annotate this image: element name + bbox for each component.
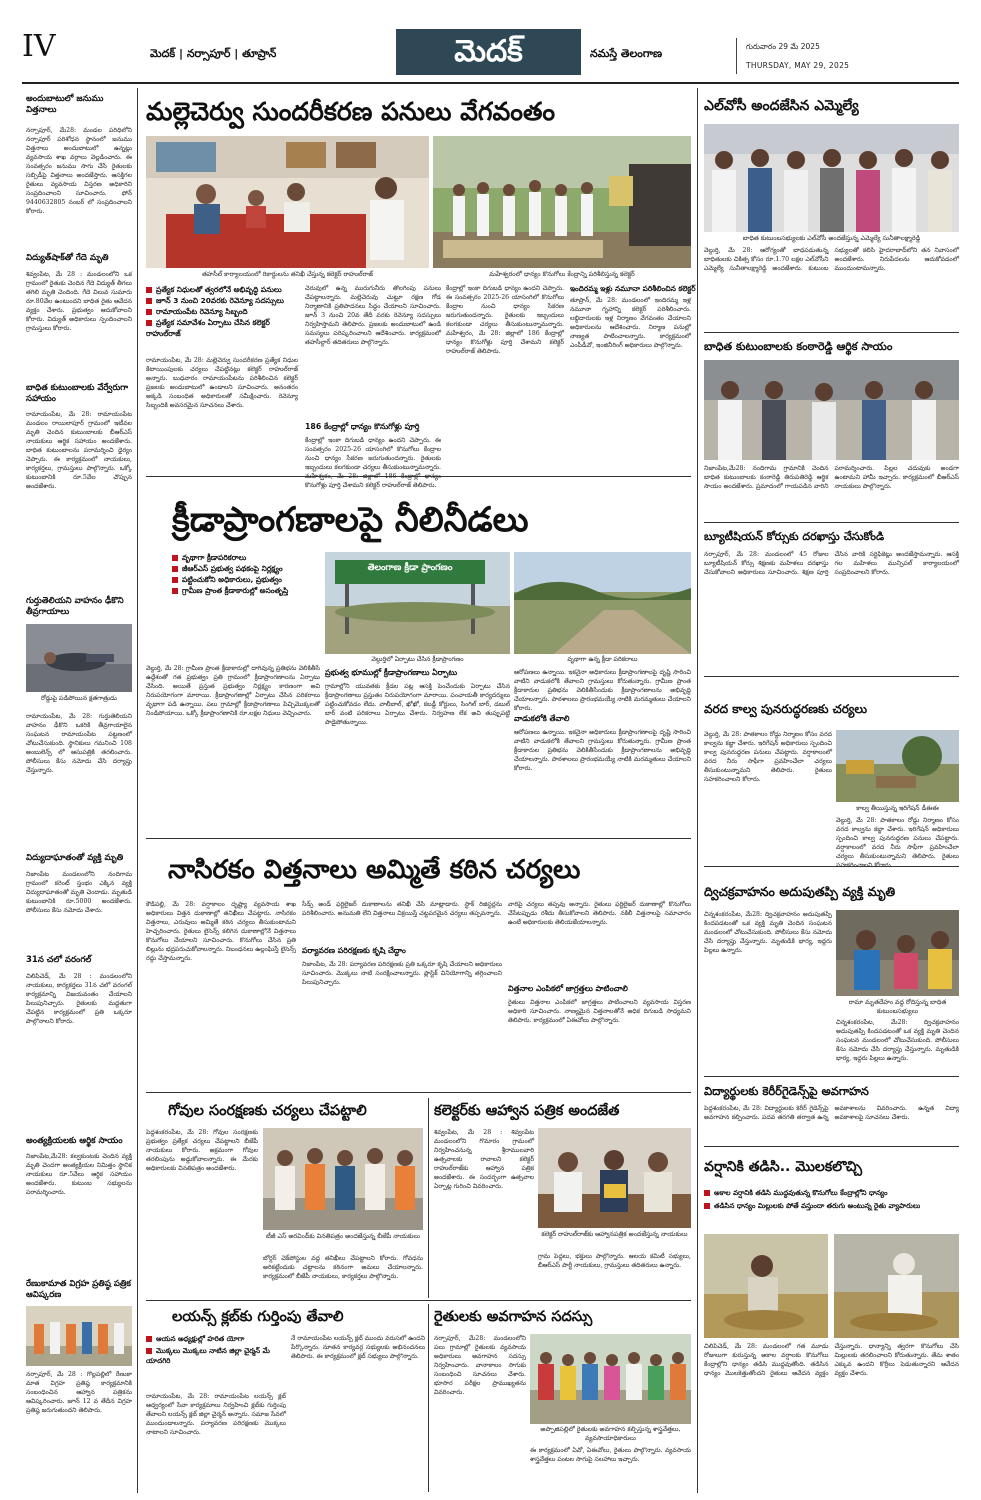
story2-bottom-rule: [146, 838, 691, 839]
right-r3-headline: బ్యూటీషియన్ కోర్సుకు దరఖాస్తు చేసుకోండి: [704, 530, 885, 543]
story4-caption: టీజీ ఎస్ అరవింద్‌కు వినతిపత్రం అందజేస్తున్న బీజేపీ నాయకులు: [266, 1233, 420, 1240]
right-r5-photo: [836, 910, 959, 996]
story3-col2: సీడ్స్ అండ్ ఫర్టిలైజర్ దుకాణాలను తనిఖీ చేసి మాట్లాడారు. స్టాక్ రిజిస్టర్లను పరిశీలించారు. అనుమతి లేని విత్తనాలు విక్రయిస్తే చట్టపరమైన చర్యలు తప్పవన్నారు.: [302, 901, 502, 917]
story3-col4: వారిపై చర్యలు తప్పవు అన్నారు. రైతులు ఫర్టిలైజర్ దుకాణాల్లో కొనుగోలు చేసేటప్పుడు రశీదు తీసుకోవాలని తెలిపారు. నకిలీ విత్తనాలపై సమాచారం ఉంటే అధికారులకు తెలియజేయాలన్నారు.: [508, 901, 691, 926]
story5-p2: గ్రామ పెద్దలు, భక్తులు పాల్గొన్నారు. ఆలయ కమిటీ సభ్యులు, బీఆర్‌ఎస్ పార్టీ నాయకులు, గ్రామస్తులు తదితరులు ఉన్నారు.: [538, 1253, 691, 1269]
right-r7-photo-2: [834, 1234, 959, 1338]
story2-caption1: వెల్దుర్తిలో ఏర్పాటు చేసిన క్రీడాప్రాంగణం: [371, 656, 464, 663]
story7-photo: [530, 1334, 691, 1424]
story6-bullet-2: మొక్కలు మొక్కలు నాటిన జిల్లా చైర్మన్ మే యాదగిరి: [146, 1347, 270, 1365]
left-p8: నర్సాపూర్, మే 28 : గొల్లపల్లిలో రేణుకా మాత విగ్రహ ప్రతిష్ఠ కార్యక్రమానికి సంబంధించిన ఆహ్వాన పత్రికను ఆవిష్కరించారు. జూన్ 12 వ తేదీన విగ్రహ ప్రతిష్ఠ జరుగుతుందని తెలిపారు.: [26, 1371, 132, 1414]
right-r7-headline: వర్షానికి తడిసి.. మొలకలొచ్చి: [704, 1159, 863, 1175]
right-r1-text: వెల్దుర్తి, మే 28: ఆరోగ్యంతో బాధపడుతున్న బాధితులకు చికిత్స కోసం రూ.1.70 లక్షల ఎల్‌వోసీని ఎమ్మెల్యే సునీతాలక్ష్మారెడ్డి అందజేశారు. కుటుంబ సభ్యులతో కలిసి హైదరాబాద్‌లోని తన నివాసంలో అందజేశారు. నిరుపేదలను ఆదుకోవడంలో ముందుంటామన్నారు.: [704, 247, 959, 272]
story1-bottom-rule: [146, 476, 691, 477]
left-h7: అంత్యక్రియలకు ఆర్థిక సాయం: [26, 1136, 123, 1146]
right-rule-5: [704, 1076, 959, 1077]
paper-name: నమస్తే తెలంగాణ: [590, 47, 663, 60]
left-h3: బాధిత కుటుంబాలకు వేర్వేరుగా సహాయం: [26, 383, 129, 404]
story6-p2: నే రామాయంపేట లయన్స్ క్లబ్ ముందు వరుసలో ఉందని పేర్కొన్నారు. నూతన కార్యవర్గ సభ్యులకు అభినందనలు తెలిపారు. ఈ కార్యక్రమంలో క్లబ్ సభ్యులు పాల్గొన్నారు.: [291, 1335, 425, 1360]
right-rule-1: [704, 332, 959, 333]
right-r7-bullet-2: తడిసిన ధాన్యం మిల్లులకు పోతే వస్తుందా తరుగు అంటున్న రైతు వ్యాపారులు: [704, 1201, 959, 1211]
left-h2: విద్యుత్‌షాక్‌తో గేదె మృతి: [26, 253, 109, 263]
right-r5-text2: చిన్నశంకరంపేట, మే28: ద్విచక్రవాహనం అదుపుతప్పి కిందపడటంతో ఒక వ్యక్తి మృతి చెందిన సంఘటన మండలంలో చోటుచేసుకుంది. పోలీసులు కేసు నమోదు చేసి దర్యాప్తు చేస్తున్నారు. మృతుడికి భార్య, ఇద్దరు పిల్లలు ఉన్నారు.: [836, 1019, 959, 1062]
story6-bullet-1: ఆయన అధ్యక్షుల్లో హరిత యోగా: [146, 1334, 286, 1344]
right-r6-headline: విద్యార్థులకు కెరీర్‌గైడెన్స్‌పై అవగాహన: [704, 1084, 869, 1098]
story4-p2: బోర్డర్ చెక్‌పోస్టుల వద్ద తనిఖీలు చేపట్టాలని కోరారు. గోవధను అరికట్టేందుకు చట్టాలను కఠినంగా అమలు చేయాలన్నారు. కార్యక్రమంలో బీజేపీ నాయకులు, కార్యకర్తలు పాల్గొన్నారు.: [263, 1255, 423, 1280]
right-r5-text: చిన్నశంకరంపేట, మే28: ద్విచక్రవాహనం అదుపుతప్పి కిందపడటంతో ఒక వ్యక్తి మృతి చెందిన సంఘటన మండలంలో చోటుచేసుకుంది. పోలీసులు కేసు నమోదు చేసి దర్యాప్తు చేస్తున్నారు. మృతుడికి భార్య, ఇద్దరు పిల్లలు ఉన్నారు.: [704, 911, 832, 954]
left-p2: శివ్వంపేట, మే 28 : మండలంలోని ఒక గ్రామంలో రైతుకు చెందిన గేదె విద్యుత్ తీగలు తగిలి మృతి చెందింది. గేదె విలువ సుమారు రూ.80వేల ఉంటుందని బాధిత రైతు ఆవేదన వ్యక్తం చేశారు. ప్రభుత్వం ఆదుకోవాలని కోరారు. విద్యుత్ అధికారులు స్పందించాలని గ్రామస్తులు కోరారు.: [26, 271, 132, 332]
story1-caption2: మహేశ్వరంలో ధాన్యం కొనుగోలు కేంద్రాన్ని పరిశీలిస్తున్న కలెక్టర్: [489, 271, 635, 278]
right-r1-headline: ఎల్‌వోసీ అందజేసిన ఎమ్మెల్యే: [704, 98, 859, 114]
left-p3: రామాయంపేట, మే 28: రామాయంపేట మండలం రాయిలాపూర్ గ్రామంలో ఇటీవల మృతి చెందిన కుటుంబాలకు బీఆర్‌ఎస్ నాయకులు ఆర్థిక సహాయం అందజేశారు. బాధిత కుటుంబాలను పరామర్శించి ధైర్యం చెప్పారు. ఈ కార్యక్రమంలో నాయకులు, కార్యకర్తలు, గ్రామస్తులు పాల్గొన్నారు. ఒక్కో కుటుంబానికి రూ.5వేల చొప్పున అందజేశారు.: [26, 411, 132, 490]
story3-col3: నిజాంపేట, మే 28: పర్యావరణ పరిరక్షణకు ప్రతి ఒక్కరూ కృషి చేయాలని అధికారులు సూచించారు. మొక్కలు నాటి సంరక్షించాలన్నారు. ప్లాస్టిక్ వినియోగాన్ని తగ్గించాలని పిలుపునిచ్చారు.: [302, 961, 502, 986]
left-p5: నిజాంపేట మండలంలోని నందిగామ గ్రామంలో కరెంట్ స్తంభం ఎక్కిన వ్యక్తి విద్యుదాఘాతంతో మృతి చెందాడు. మృతుడి కుటుంబానికి రూ.5000 అందజేశారు. పోలీసులు కేసు నమోదు చేశారు.: [26, 871, 132, 914]
right-r7-bullet-box: [704, 1188, 959, 1211]
story2-col3b: ఆరోపణలు ఉన్నాయి. ఇకనైనా అధికారులు క్రీడాప్రాంగణాలపై దృష్టి సారించి వాటిని వాడుకలోకి తేవాలని గ్రామస్తులు కోరుతున్నారు. గ్రామీణ ప్రాంత క్రీడాకారుల ప్రతిభను వెలికితీసేందుకు క్రీడాప్రాంగణాలను అభివృద్ధి చేయాలన్నారు. పాఠశాలలు ప్రారంభమయ్యే నాటికి మరమ్మతులు చేయాలని కోరారు.: [514, 729, 691, 772]
story1-bullet-3: రామాయంపేట రెవెన్యూ సిబ్బంది: [146, 306, 298, 317]
story3-col5: రైతులు విత్తనాల ఎంపికలో జాగ్రత్తలు పాటించాలని వ్యవసాయ విస్తరణ అధికారి సూచించారు. నాణ్యమైన విత్తనాలతోనే అధిక దిగుబడి సాధ్యమని తెలిపారు. కార్యక్రమంలో ఏఈవోలు పాల్గొన్నారు.: [508, 999, 691, 1024]
story45-bottom-rule: [146, 1300, 691, 1301]
right-r4-photo: [836, 730, 959, 802]
story5-caption: కలెక్టర్ రాహుల్‌రాజ్‌కు ఆహ్వానపత్రిక అందజేస్తున్న నాయకులు: [541, 1231, 688, 1238]
story2-bullet-box: [172, 552, 322, 596]
story1-headline: మల్లెచెర్వు సుందరీకరణ పనులు వేగవంతం: [146, 97, 556, 126]
right-r7-text: చిలిపిచెడ్, మే 28: మండలంలో గత మూడు రోజులుగా కురుస్తున్న అకాల వర్షాలకు కొనుగోలు కేంద్రాల్లోని ధాన్యం తడిసి ముద్దవుతోంది. తడిసిన ధాన్యం మొలకెత్తుతోందని రైతులు ఆవేదన వ్యక్తం చేస్తున్నారు. ధాన్యాన్ని త్వరగా కొనుగోలు చేసి మిల్లులకు తరలించాలని కోరుతున్నారు. తేమ శాతం ఎక్కువ ఉందని కొర్రీలు పెడుతున్నారని ఆవేదన వ్యక్తం చేశారు.: [704, 1343, 959, 1377]
story2-sub: వాడుకలోకి తేవాలి: [514, 714, 570, 723]
story67-divider: [428, 1304, 429, 1492]
left-h1: అందుబాటులో జనుము విత్తనాలు: [26, 94, 104, 115]
story3-col1: కౌడిపల్లి, మే 28: వర్షాకాలం దృష్ట్యా వ్యవసాయ శాఖ అధికారులు విత్తన దుకాణాల్లో తనిఖీలు చేపట్టారు. నాసిరకం విత్తనాలు, ఎరువులు అమ్మితే కఠిన చర్యలు తీసుకుంటామని హెచ్చరించారు. రైతులు లైసెన్స్ కలిగిన దుకాణాల్లోనే విత్తనాలు కొనుగోలు చేయాలని సూచించారు. కొనుగోలు చేసిన ప్రతి బిల్లును భద్రపరుచుకోవాలన్నారు. నిబంధనలు ఉల్లంఘిస్తే లైసెన్స్ రద్దు చేస్తామన్నారు.: [146, 901, 296, 962]
header-divider: [736, 38, 737, 74]
left-h4: గుర్తుతెలియని వాహనం ఢీకొని తీవ్రగాయాలు: [26, 596, 124, 617]
right-rule-6: [704, 1146, 959, 1147]
right-r3-text: నర్సాపూర్, మే 28: మండలంలో 45 రోజుల బ్యూటీషియన్ కోర్సు శిక్షణకు మహిళలు దరఖాస్తు చేసుకోవాలని అధికారులు సూచించారు. శిక్షణ పూర్తి చేసిన వారికి సర్టిఫికెట్లు అందజేస్తామన్నారు. ఆసక్తి గల మహిళలు మున్సిపల్ కార్యాలయంలో సంప్రదించాలని కోరారు.: [704, 551, 959, 576]
story2-photo-field: [514, 552, 691, 654]
right-r4-text: వెల్దుర్తి, మే 28: పాతకాలం రోడ్డు నిర్మాణం కోసం వరద కాల్వను కబ్జా చేశారు. ఇరిగేషన్ అధికారులు స్పందించి కాల్వ పునరుద్ధరణ పనులు చేపట్టారు. వర్షాకాలంలో వరద నీరు సాఫీగా ప్రవహించేలా చర్యలు తీసుకుంటున్నామని తెలిపారు. రైతులు సహకరించాలని కోరారు.: [704, 731, 832, 783]
story1-sub2: ఇందిరమ్మ ఇళ్లు నమూనా పరిశీలించిన కలెక్టర్: [570, 284, 696, 293]
story7-headline: రైతులకు అవగాహన సదస్సు: [434, 1309, 593, 1325]
story2-col1: వెల్దుర్తి, మే 28: గ్రామీణ ప్రాంత క్రీడాకారుల్లో దాగివున్న ప్రతిభను వెలికితీసే ఉద్దేశంతో గత ప్రభుత్వం ప్రతి గ్రామంలో క్రీడాప్రాంగణాలను ఏర్పాటు చేసింది. అయితే ప్రస్తుత ప్రభుత్వం నిర్లక్ష్యం కారణంగా అవి నిరుపయోగంగా మారాయి. క్రీడాప్రాంగణాల్లో ఏర్పాటు చేసిన పరికరాలు వృథాగా పడి ఉన్నాయి. పలు గ్రామాల్లో క్రీడాప్రాంగణాలు పిచ్చిమొక్కలతో నిండిపోయాయి. ఒక్కో క్రీడాప్రాంగణానికి రూ.లక్షల నిధులు వెచ్చించారు.: [146, 665, 320, 717]
story6-p1: రామాయంపేట, మే 28: రామాయంపేట లయన్స్ క్లబ్ ఆధ్వర్యంలో సేవా కార్యక్రమాలు నిర్వహించి క్లబ్‌కు గుర్తింపు తేవాలని లయన్స్ క్లబ్ జిల్లా చైర్మన్ అన్నారు. సమాజ సేవలో ముందుండాలన్నారు. పర్యావరణ పరిరక్షణకు మొక్కలు నాటాలని సూచించారు.: [146, 1393, 286, 1436]
left-h5: విద్యుదాఘాతంతో వ్యక్తి మృతి: [26, 853, 124, 863]
story1-bullet-box: [146, 284, 298, 354]
right-r1-caption: బాధిత కుటుంబసభ్యులకు ఎల్‌వోసీ అందజేస్తున్న ఎమ్మెల్యే సునీతాలక్ష్మారెడ్డి: [742, 235, 921, 242]
right-r6-text: పెద్దశంకరంపేట, మే 28: విద్యార్థులకు కెరీర్ గైడెన్స్‌పై అవగాహన కల్పించారు. పదవ తరగతి తర్వాత ఉన్న అవకాశాలను వివరించారు. ఉన్నత విద్యా అవకాశాలపై సూచనలు చేశారు.: [704, 1105, 959, 1121]
story5-p1: శివ్వంపేట, మే 28 : శివ్వంపేట మండలంలోని గొమారం గ్రామంలో నిర్వహించనున్న శ్రీరాములవారి ఉత్సవాలకు రావాలని కలెక్టర్ రాహుల్‌రాజ్‌కు ఆహ్వాన పత్రిక అందజేశారు. ఈ సందర్భంగా ఉత్సవాల ఏర్పాట్ల గురించి వివరించారు.: [434, 1129, 534, 1190]
right-r4-caption: కాల్వ తీయిస్తున్న ఇరిగేషన్ డీఈఈ: [856, 805, 939, 812]
story2-sign-text: తెలంగాణ క్రీడా ప్రాంగణం: [367, 563, 453, 573]
column-rule-left: [137, 88, 138, 1493]
right-r2-photo: [704, 360, 959, 460]
story1-col4: తూప్రాన్, మే 28: మండలంలో ఇందిరమ్మ ఇళ్ల నమూనా గృహాన్ని కలెక్టర్ పరిశీలించారు. లబ్ధిదారులకు ఇళ్ల నిర్మాణం వేగవంతం చేయాలని అధికారులను ఆదేశించారు. నిర్మాణ పనుల్లో నాణ్యత పాటించాలన్నారు. కార్యక్రమంలో ఎంపీడీవో, ఇంజినీరింగ్ అధికారులు పాల్గొన్నారు.: [570, 297, 691, 349]
story1-bullet-1: ప్రత్యేక నిధులతో త్వరలోనే అభివృద్ధి పనులు: [146, 284, 298, 295]
right-r1-photo: [704, 124, 959, 232]
story-divider-vertical: [428, 1098, 429, 1298]
story6-bullet-box: [146, 1334, 286, 1366]
story4-photo: [263, 1128, 423, 1230]
header-rule: [22, 82, 959, 84]
right-rule-3: [704, 676, 959, 677]
story1-photo-office: [146, 136, 429, 268]
story2-col3a: ఆరోపణలు ఉన్నాయి. ఇకనైనా అధికారులు క్రీడాప్రాంగణాలపై దృష్టి సారించి వాటిని వాడుకలోకి తేవాలని గ్రామస్తులు కోరుతున్నారు. గ్రామీణ ప్రాంత క్రీడాకారుల ప్రతిభను వెలికితీసేందుకు క్రీడాప్రాంగణాలను అభివృద్ధి చేయాలన్నారు. పాఠశాలలు ప్రారంభమయ్యే నాటికి మరమ్మతులు చేయాలని కోరారు.: [514, 669, 691, 712]
story1-col1: రామాయంపేట, మే 28: మల్లెచెర్వు సుందరీకరణ ప్రత్యేక నిధుల కేటాయింపులకు చర్యలు చేపట్టినట్లు కలెక్టర్ రాహుల్‌రాజ్ అన్నారు. బుధవారం రామాయంపేటను పరిశీలించిన కలెక్టర్ ప్రజలకు అందుబాటులో ఉండాలని సూచించారు. అనంతరం అక్కడి సంబంధిత అధికారులతో సమీక్షించారు. రెవెన్యూ సిబ్బందికి అవసరమైన సూచనలు చేశారు.: [146, 357, 298, 409]
story5-headline: కలెక్టర్‌కు ఆహ్వాన పత్రిక అందజేత: [434, 1103, 620, 1119]
story1-col2: చెరువులో ఉన్న మురుగునీరు తొలగింపు పనులు చేపట్టాలన్నారు. మల్లెచెరువు చుట్టూ రక్షణ గోడ నిర్మాణానికి ప్రతిపాదనలు సిద్ధం చేయాలని సూచించారు. జూన్ 3 నుంచి 20వ తేదీ వరకు రెవెన్యూ సదస్సులు నిర్వహిస్తామని తెలిపారు. ప్రజలకు అందుబాటులో ఉండి సమస్యలు పరిష్కరించాలని ఆదేశించారు. కార్యక్రమంలో తహసీల్దార్ తదితరులు పాల్గొన్నారు.: [305, 285, 441, 346]
right-r2-headline: బాధిత కుటుంబాలకు కంఠారెడ్డి ఆర్థిక సాయం: [704, 340, 893, 353]
story1-caption1: తహసీల్ కార్యాలయంలో రికార్డులను తనిఖీ చేస్తున్న కలెక్టర్ రాహుల్‌రాజ్: [202, 271, 373, 278]
right-r7-bullet-1: అకాల వర్షానికి తడిసి ముద్దవుతున్న కొనుగోలు కేంద్రాల్లోని ధాన్యం: [704, 1188, 959, 1198]
right-r2-text: నిజాంపేట,మే28: నందిగామ గ్రామానికి చెందిన బాధిత కుటుంబాలకు కంఠారెడ్డి తిరుపతిరెడ్డి ఆర్థిక సాయం అందజేశారు. ప్రమాదంలో గాయపడిన వారిని పరామర్శించారు. పిల్లల చదువుకు అండగా ఉంటామని హామీ ఇచ్చారు. కార్యక్రమంలో బీఆర్‌ఎస్ నాయకులు పాల్గొన్నారు.: [704, 465, 959, 490]
story3-bottom-rule: [146, 1092, 691, 1093]
column-rule-right: [697, 88, 698, 1493]
right-r5-headline: ద్విచక్రవాహనం అదుపుతప్పి వ్యక్తి మృతి: [704, 884, 896, 899]
story7-p2: ఈ కార్యక్రమంలో ఏవో, ఏఈవోలు, రైతులు పాల్గొన్నారు. వ్యవసాయ శాస్త్రవేత్తలు పంటల సాగుపై సలహాలు ఇచ్చారు.: [530, 1447, 691, 1463]
story5-photo: [538, 1128, 691, 1228]
left-p6: చిలిపిచెడ్, మే 28 : మండలంలోని నాయకులు, కార్యకర్తలు 31న చలో వరంగల్ కార్యక్రమాన్ని విజయవంతం చేయాలని పిలుపునిచ్చారు. రైతులకు మద్దతుగా చేపట్టిన కార్యక్రమంలో ప్రతి ఒక్కరూ పాల్గొనాలని కోరారు.: [26, 973, 132, 1025]
left-h8: రేణుకామాత విగ్రహ ప్రతిష్ఠ పత్రిక ఆవిష్కరణ: [26, 1279, 131, 1300]
story2-col2: గ్రామాల్లోని యువతకు క్రీడల పట్ల ఆసక్తి పెంచేందుకు ఏర్పాటు చేసిన క్రీడాప్రాంగణాలు ప్రస్తుతం నిరుపయోగంగా మారాయి. పంచాయతీ కార్యదర్శులు పట్టించుకోవడం లేదు. వాలీబాల్, ఖోఖో, కబడ్డీ కోర్టులు, సింగిల్ బార్, డబుల్ బార్ వంటి పరికరాలు ఏర్పాటు చేశారు. నిర్వహణ లేక అవి తుప్పుపట్టి పాడైపోతున్నాయి.: [325, 683, 510, 726]
right-r4-text2: వెల్దుర్తి, మే 28: పాతకాలం రోడ్డు నిర్మాణం కోసం వరద కాల్వను కబ్జా చేశారు. ఇరిగేషన్ అధికారులు స్పందించి కాల్వ పునరుద్ధరణ పనులు చేపట్టారు. వర్షాకాలంలో వరద నీరు సాఫీగా ప్రవహించేలా చర్యలు తీసుకుంటున్నామని తెలిపారు. రైతులు: [836, 817, 959, 860]
right-r4-headline: వరద కాల్వ పునరుద్ధరణకు చర్యలు: [704, 702, 868, 716]
story2-bullet-2: జీఆర్‌ఎస్ ప్రభుత్వ పథకంపై నిర్లక్ష్యం: [172, 563, 322, 574]
left-p7: నిజాంపేట,మే28: కల్వకుంటకు చెందిన వ్యక్తి మృతి చెందగా అంత్యక్రియల నిమిత్తం స్థానిక నాయకులు రూ.5వేలు ఆర్థిక సహాయం అందజేశారు. కుటుంబ సభ్యులను పరామర్శించారు.: [26, 1153, 132, 1196]
story6-headline: లయన్స్ క్లబ్‌కు గుర్తింపు తేవాలి: [172, 1309, 344, 1325]
story7-p1: నర్సాపూర్, మే28: మండలంలోని పలు గ్రామాల్లో రైతులకు వ్యవసాయ అధికారులు అవగాహన సదస్సు నిర్వహించారు. వానాకాలం సాగుకు సంబంధించి సూచనలు చేశారు. భూసార పరీక్షల ప్రాముఖ్యతను వివరించారు.: [434, 1335, 526, 1396]
right-rule-2: [704, 522, 959, 523]
accident-caption: రోడ్డుపై పడిపోయిన క్షతగాత్రుడు: [41, 695, 117, 702]
story4-headline: గోవుల సంరక్షణకు చర్యలు చేపట్టాలి: [168, 1103, 367, 1119]
story1-bullet-2: జూన్ 3 నుంచి 20వరకు రెవెన్యూ సదస్సులు: [146, 295, 298, 306]
left-p1: నర్సాపూర్, మే28: మండల పరిధిలోని నర్సాపూర్ పరిశోధన స్థానంలో జనుము విత్తనాలు అందుబాటులో ఉన్నట్లు వ్యవసాయ శాఖ వర్గాలు వెల్లడించారు. ఈ సంవత్సరం జనుము సాగు చేసే రైతులకు సబ్సిడీపై విత్తనాలు అందజేస్తారు. ఆసక్తిగల రైతులు వ్యవసాయ విస్తరణ అధికారిని సంప్రదించాలని సూచించారు. ఫోన్ 9440632805 నంబర్ లో సంప్రదించాలని కోరారు.: [26, 127, 132, 215]
right-r7-photo-1: [704, 1234, 828, 1338]
story3-sub2: విత్తనాల ఎంపికలో జాగ్రత్తలు పాటించాలి: [508, 984, 628, 993]
story1-photo-grain: [433, 136, 691, 268]
story2-bullet-1: వృథాగా క్రీడాపరికరాలు: [172, 552, 322, 563]
masthead: [396, 29, 581, 75]
story2-headline: క్రీడాప్రాంగణాలపై నీలినీడలు: [172, 500, 529, 540]
date-telugu: గురువారం 29 మే 2025: [746, 42, 820, 51]
accident-photo: [26, 624, 132, 692]
story2-caption2: వృథాగా ఉన్న క్రీడా పరికరాలు: [567, 656, 638, 663]
story1-col3: కేంద్రాల్లో ఇంకా దిగుబడి ధాన్యం ఉందని చెప్పారు. ఈ సంవత్సరం 2025-26 యాసంగిలో కొనుగోలు కేంద్రాల నుంచి ధాన్యం సేకరణ జరుగుతుందన్నారు. రైతులకు ఇబ్బందులు కలగకుండా చర్యలు తీసుకుంటున్నామన్నారు. కొనుగోళ్లు పూర్తి చేశామని కలెక్టర్ రాహుల్‌రాజ్ తెలిపారు.: [305, 437, 441, 489]
masthead-title: మెదక్: [454, 34, 523, 69]
right-rule-4: [704, 866, 959, 867]
date-english: THURSDAY, MAY 29, 2025: [746, 61, 850, 70]
story1-bullet-4: ప్రత్యేక సమావేశం ఏర్పాటు చేసిన కలెక్టర్ రాహుల్‌రాజ్: [146, 318, 270, 338]
story7-caption: అప్పాజిపల్లిలో రైతులకు అవగాహన కల్పిస్తున్న శాస్త్రవేత్తలు, వ్యవసాయాధికారులు: [540, 1426, 681, 1442]
story3-sub1: పర్యావరణ పరిరక్షణకు కృషి చేద్దాం: [302, 946, 406, 955]
story2-sub-top: ప్రభుత్వ భూముల్లో క్రీడాప్రాంగణాలు ఏర్పాటు: [325, 668, 458, 677]
story2-bullet-3: పట్టించుకోని అధికారులు, ప్రభుత్వం: [172, 574, 322, 585]
idol-event-photo: [26, 1306, 132, 1366]
story2-bullet-4: గ్రామీణ ప్రాంత క్రీడాకారుల్లో అసంతృప్తి: [172, 585, 322, 596]
story1-col3b: కేంద్రాల్లో ఇంకా దిగుబడి ధాన్యం ఉందని చెప్పారు. ఈ సంవత్సరం 2025-26 యాసంగిలో కొనుగోలు కేంద్రాల నుంచి ధాన్యం సేకరణ జరుగుతుందన్నారు. రైతులకు ఇబ్బందులు కలగకుండా చర్యలు తీసుకుంటున్నామన్నారు. మహేశ్వరం, మే 28: జిల్లాలో 186 కేంద్రాల్లో ధాన్యం కొనుగోళ్లు పూర్తి చేశామని కలెక్టర్ రాహుల్‌రాజ్ తెలిపారు.: [446, 285, 564, 355]
left-p4: రామాయంపేట, మే 28: గుర్తుతెలియని వాహనం ఢీకొని ఒకరికి తీవ్రగాయాలైన సంఘటన రామాయంపేట పట్టణంలో చోటుచేసుకుంది. స్థానికులు గమనించి 108 అంబులెన్స్ లో ఆసుపత్రికి తరలించారు. పోలీసులు కేసు నమోదు చేసి దర్యాప్తు చేస్తున్నారు.: [26, 713, 132, 774]
story1-sub1: 186 కేంద్రాల్లో ధాన్యం కొనుగోళ్లు పూర్తి: [305, 422, 420, 431]
left-h6: 31న చలో వరంగల్: [26, 955, 92, 965]
page-number: IV: [22, 29, 56, 64]
story3-headline: నాసిరకం విత్తనాలు అమ్మితే కఠిన చర్యలు: [168, 855, 581, 885]
right-r5-caption: రామా మృతదేహం వద్ద రోదిస్తున్న బాధిత కుటుంబసభ్యులు: [848, 999, 947, 1015]
story4-p1: పెద్దశంకరంపేట, మే 28: గోవుల సంరక్షణకు ప్రభుత్వం ప్రత్యేక చర్యలు చేపట్టాలని బీజేపీ నాయకులు కోరారు. అక్రమంగా గోవుల తరలింపును అడ్డుకోవాలన్నారు. ఈ మేరకు అధికారులకు వినతిపత్రం అందజేశారు.: [146, 1129, 258, 1172]
section-names: మెదక్ | నర్సాపూర్ | తూప్రాన్: [150, 47, 277, 60]
